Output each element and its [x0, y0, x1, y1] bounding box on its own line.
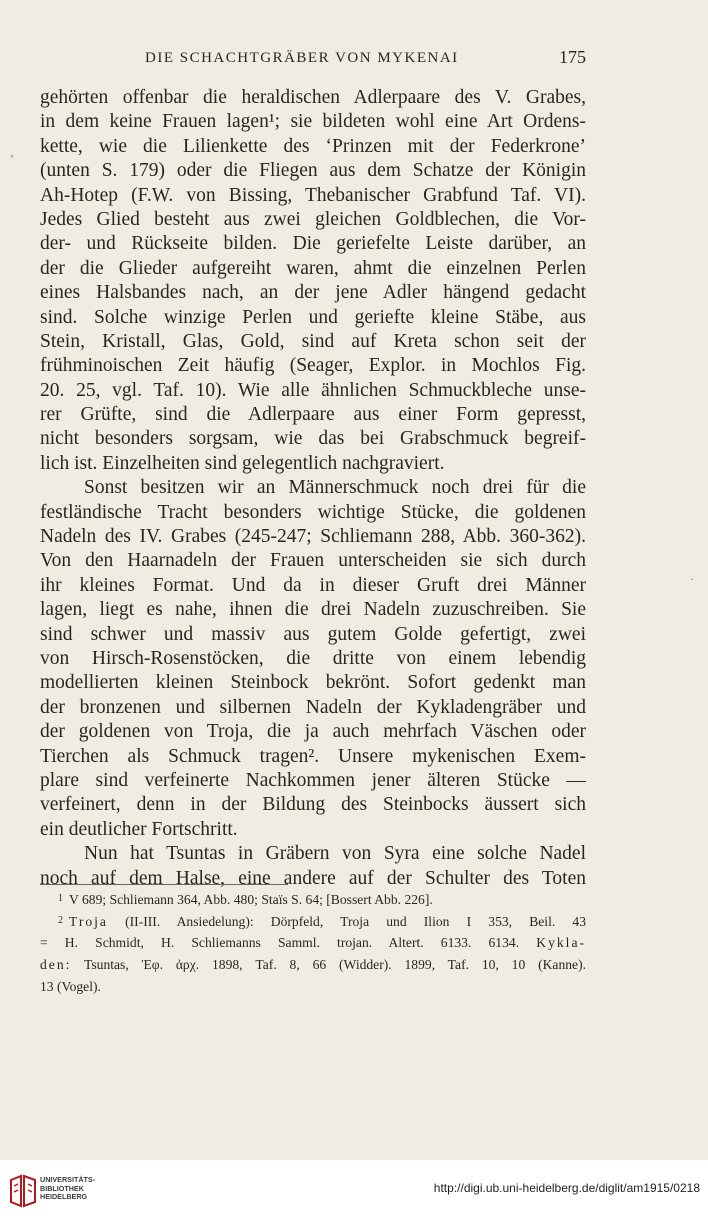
text-line: Nun hat Tsuntas in Gräbern von Syra eine solche Nadel	[84, 843, 586, 865]
text-line: eines Halsbandes nach, an der jene Adler hängend gedacht	[40, 282, 586, 304]
footnote-text: (II-III. Ansiedelung): Dörpfeld, Troja und Ilion I 353, Beil. 43	[125, 914, 586, 929]
text-line: 20. 25, vgl. Taf. 10). Wie alle ähnlichen Schmuckbleche unse-	[40, 379, 586, 401]
text-line: der- und Rückseite bilden. Die geriefelte Leiste darüber, an	[40, 233, 586, 255]
text-line: Ah-Hotep (F.W. von Bissing, Thebanischer Grabfund Taf. VI).	[40, 184, 586, 206]
text-line: Von den Haarnadeln der Frauen unterscheiden sie sich durch	[40, 550, 586, 572]
text-line: ihr kleines Format. Und da in dieser Gruft drei Männer	[40, 574, 586, 596]
footnote-label: Kykla-	[536, 935, 586, 950]
text-line: Tierchen als Schmuck tragen². Unsere mykenischen Exem-	[40, 745, 586, 767]
footnote-line	[40, 954, 586, 976]
text-line: von Hirsch-Rosenstöcken, die dritte von einem lebendig	[40, 647, 586, 669]
footnote-text: Tsuntas, Ἐφ. ἀρχ. 1898, Taf. 8, 66 (Widder). 1899, Taf. 10, 10 (Kanne).	[84, 957, 587, 972]
university-library-logo-icon	[8, 1174, 38, 1208]
footnote-text: = H. Schmidt, H. Schliemanns Samml. trojan. Altert. 6133. 6134.	[40, 935, 520, 950]
text-line: Nadeln des IV. Grabes (245-247; Schliemann 288, Abb. 360-362).	[40, 526, 586, 548]
page-number: 175	[559, 47, 586, 67]
margin-mark: ‚	[10, 145, 14, 159]
footnote-label: den:	[40, 957, 72, 972]
library-name: UNIVERSITÄTS- BIBLIOTHEK HEIDELBERG	[40, 1175, 96, 1201]
text-line: modellierten kleinen Steinbock bekrönt. Sofort gedenkt man	[40, 672, 586, 694]
text-line: lich ist. Einzelheiten sind gelegentlich nachgraviert.	[40, 452, 445, 474]
footnote-text: V 689; Schliemann 364, Abb. 480; Staïs S. 64; [Bossert Abb. 226].	[69, 892, 433, 907]
text-line: festländische Tracht besonders wichtige Stücke, die goldenen	[40, 501, 586, 523]
text-line: der die Glieder aufgereiht waren, ahmt die einzelnen Perlen	[40, 257, 586, 279]
digitization-footer	[0, 1160, 708, 1216]
text-line: (unten S. 179) oder die Fliegen aus dem Schatze der Königin	[40, 160, 586, 182]
footnote-divider	[40, 884, 288, 885]
text-line: frühminoischen Zeit häufig (Seager, Explor. in Mochlos Fig.	[40, 355, 586, 377]
text-line: plare sind verfeinerte Nachkommen jener älteren Stücke —	[40, 769, 586, 791]
footnote-1	[40, 888, 586, 910]
text-line: kette, wie die Lilienkette des ‘Prinzen mit der Federkrone’	[40, 135, 586, 157]
text-line: nicht besonders sorgsam, wie das bei Grabschmuck begreif-	[40, 428, 586, 450]
running-title: DIE SCHACHTGRÄBER VON MYKENAI	[145, 50, 459, 66]
body-text	[40, 86, 586, 891]
text-line: Jedes Glied besteht aus zwei gleichen Goldblechen, die Vor-	[40, 208, 586, 230]
footnote-marker: 2	[58, 915, 63, 926]
text-line: Stein, Kristall, Glas, Gold, sind auf Kreta schon seit der	[40, 330, 586, 352]
margin-mark: ·	[690, 572, 694, 586]
footnotes	[40, 888, 586, 998]
text-line: Sonst besitzen wir an Männerschmuck noch drei für die	[84, 477, 586, 499]
text-line: sind schwer und massiv aus gutem Golde gefertigt, zwei	[40, 623, 586, 645]
text-line: noch auf dem Halse, eine andere auf der Schulter des Toten	[40, 867, 586, 889]
text-line: der goldenen von Troja, die ja auch mehrfach Väschen oder	[40, 721, 586, 743]
text-line: ein deutlicher Fortschritt.	[40, 818, 238, 840]
footnote-marker: 1	[58, 893, 63, 904]
text-line: rer Grüfte, sind die Adlerpaare aus einer Form gepresst,	[40, 404, 586, 426]
footnote-label: Troja	[69, 914, 108, 929]
text-line: gehörten offenbar die heraldischen Adlerpaare des V. Grabes,	[40, 87, 586, 108]
source-url-link[interactable]: http://digi.ub.uni-heidelberg.de/diglit/am1915/0218	[433, 1181, 700, 1195]
footnote-line	[40, 932, 586, 954]
footnote-line: 13 (Vogel).	[40, 979, 101, 994]
footnote-2	[40, 910, 586, 932]
text-line: lagen, liegt es nahe, ihnen die drei Nadeln zuzuschreiben. Sie	[40, 599, 586, 621]
text-line: sind. Solche winzige Perlen und geriefte kleine Stäbe, aus	[40, 306, 586, 328]
text-line: in dem keine Frauen lagen¹; sie bildeten wohl eine Art Ordens-	[40, 111, 586, 133]
text-line: verfeinert, denn in der Bildung des Steinbocks äussert sich	[40, 794, 586, 816]
text-line: der bronzenen und silbernen Nadeln der Kykladengräber und	[40, 696, 586, 718]
